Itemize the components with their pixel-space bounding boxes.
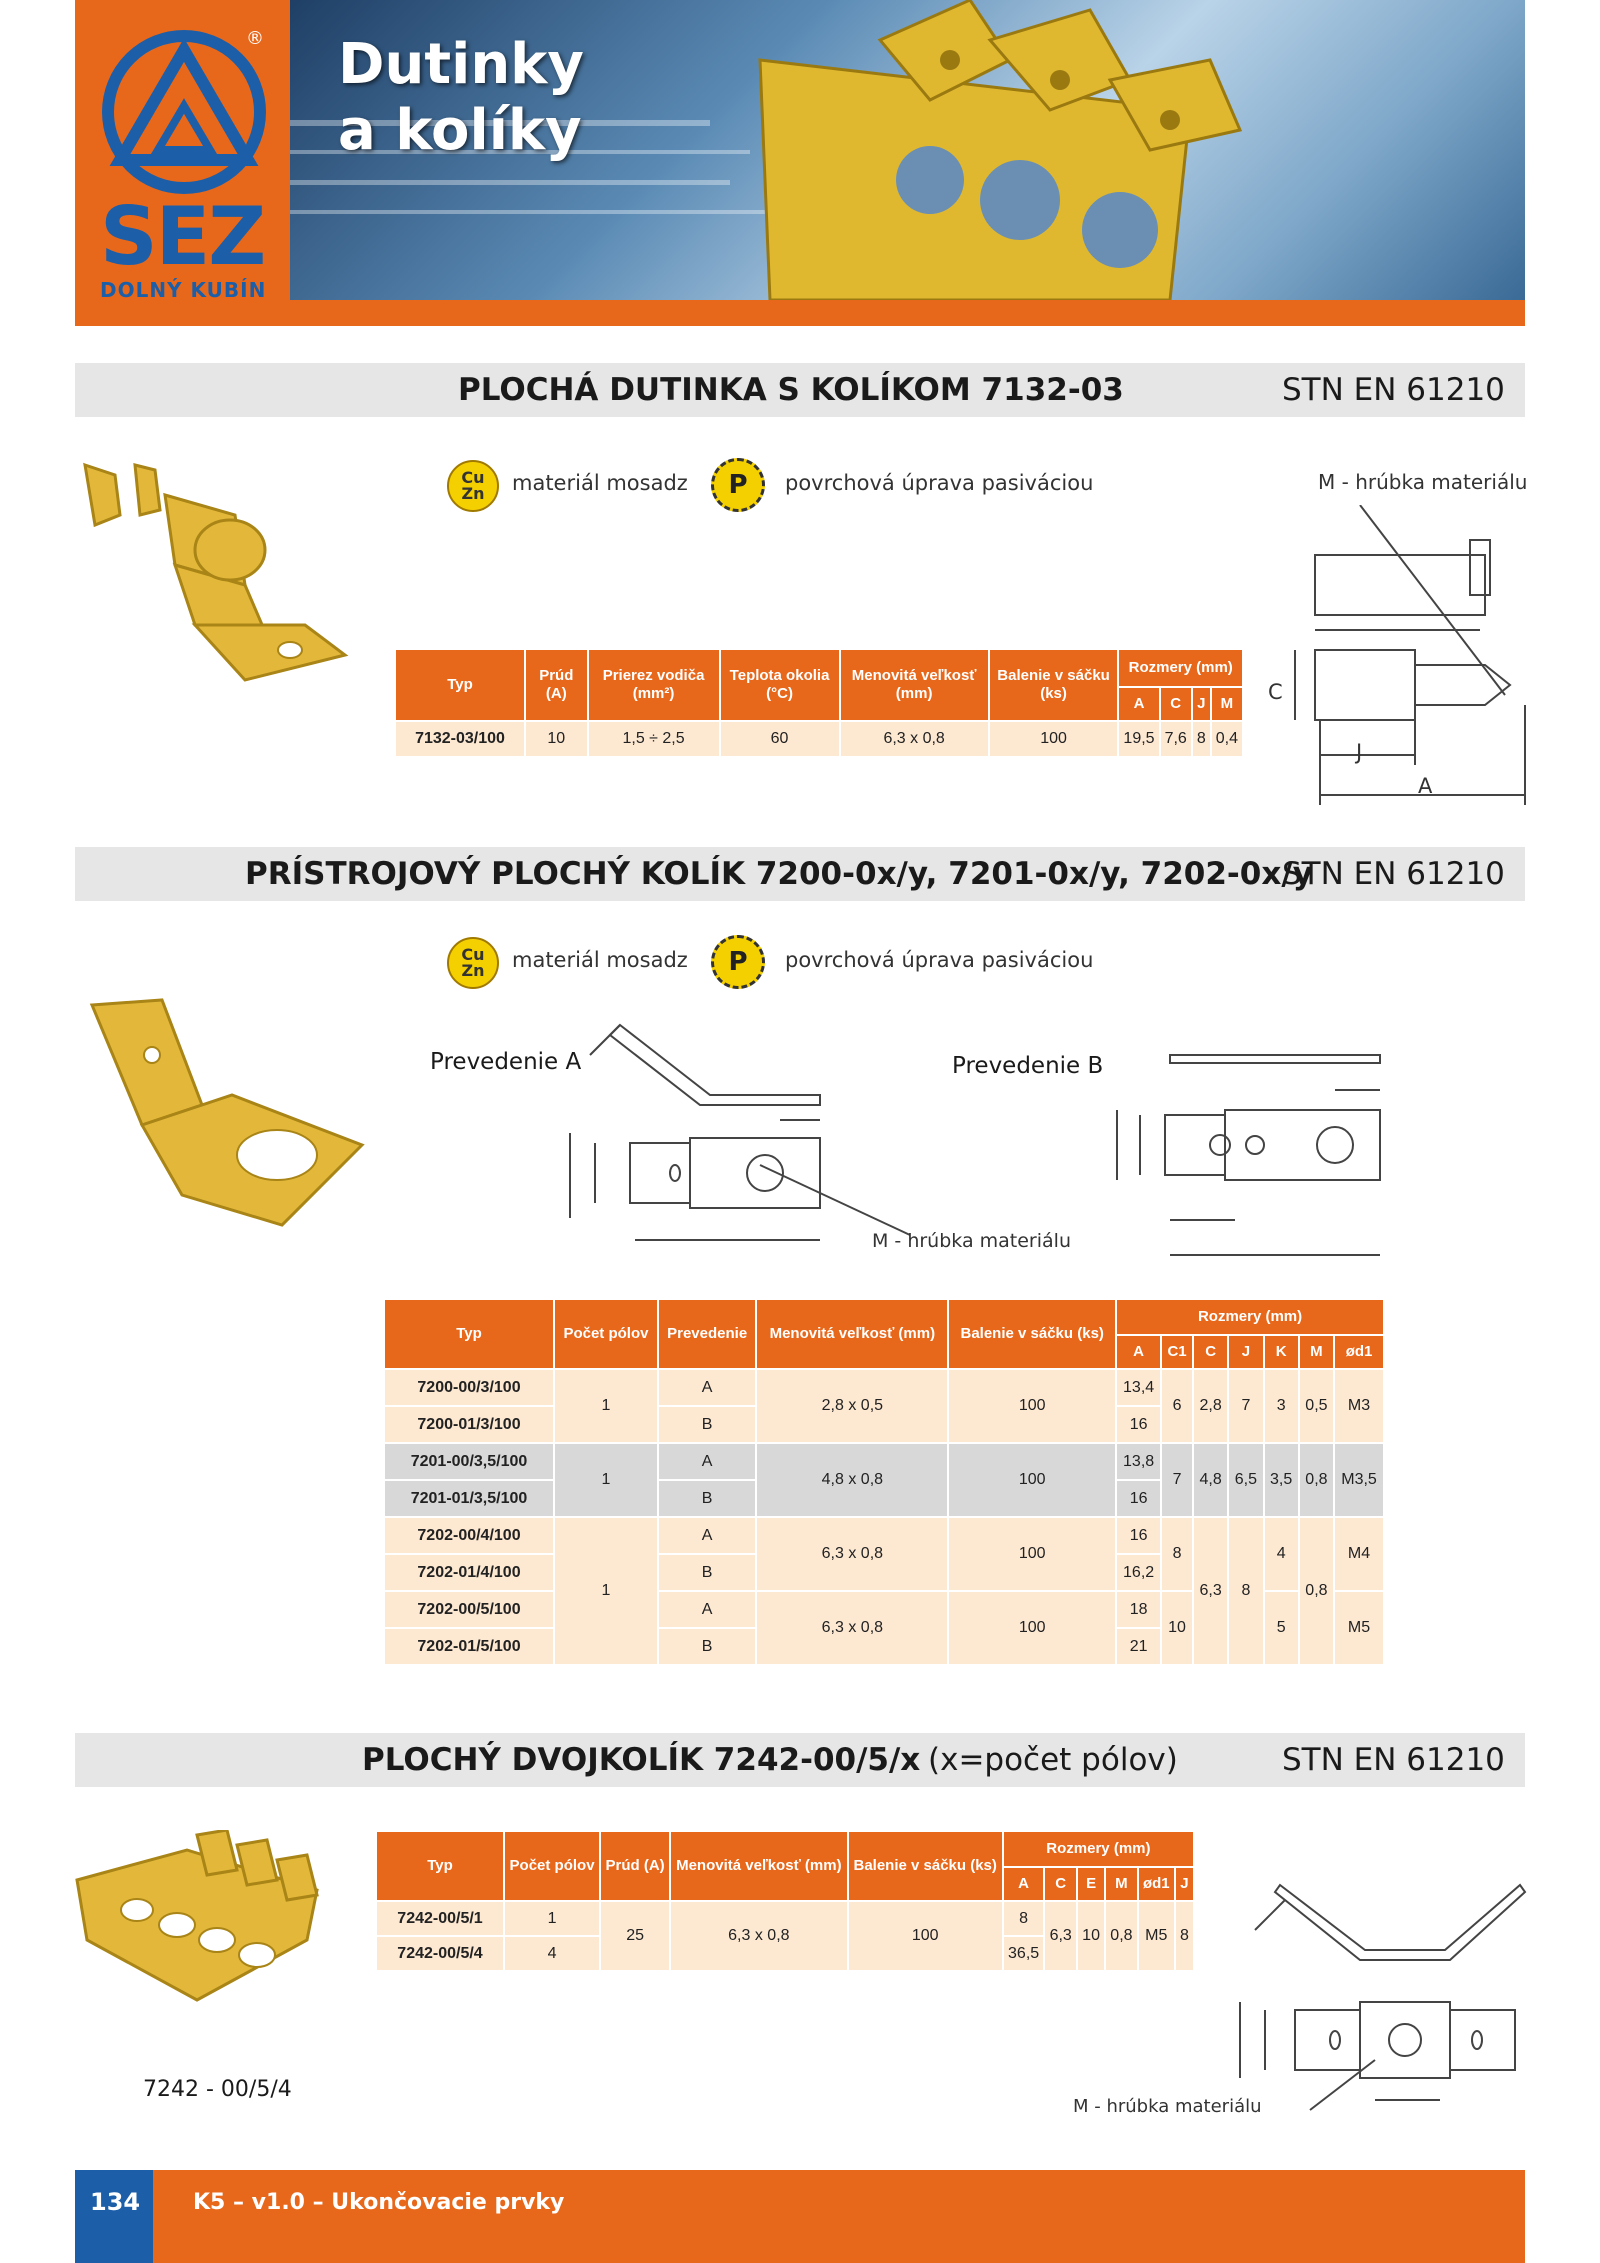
col-menovita: Menovitá veľkosť (mm): [840, 649, 989, 721]
table-row: [384, 1517, 1384, 1554]
drawing3-technical: [1215, 1870, 1530, 2130]
section1-title: PLOCHÁ DUTINKA S KOLÍKOM 7132-03: [458, 372, 1124, 408]
material-label: materiál mosadz: [512, 948, 688, 972]
cell: 7200-01/3/100: [384, 1406, 554, 1443]
section2-standard: STN EN 61210: [1282, 856, 1505, 892]
surface-label: povrchová úprava pasiváciou: [785, 471, 1094, 495]
cell: 4,8: [1193, 1443, 1228, 1517]
footer-page-box: [75, 2170, 153, 2263]
cell: 0,8: [1299, 1443, 1334, 1517]
cell: 6,3 x 0,8: [756, 1517, 948, 1591]
section2-title: PRÍSTROJOVÝ PLOCHÝ KOLÍK 7200-0x/y, 7201-0x/y, 7202-0x/y: [245, 856, 1313, 892]
section3-table: [375, 1830, 1195, 1972]
col-typ: Typ: [395, 649, 525, 721]
footer-text: K5 – v1.0 – Ukončovacie prvky: [193, 2190, 565, 2215]
col-typ: Typ: [376, 1831, 504, 1901]
col-dim-c1: C1: [1161, 1335, 1193, 1369]
col-typ: Typ: [384, 1299, 554, 1369]
section3-standard: STN EN 61210: [1282, 1742, 1505, 1778]
cell: 3: [1264, 1369, 1299, 1443]
cell: 7202-01/5/100: [384, 1628, 554, 1665]
section1-table: [394, 648, 1244, 758]
cell: 8: [1003, 1901, 1045, 1936]
page-number: 134: [90, 2188, 141, 2216]
cell: 2,8 x 0,5: [756, 1369, 948, 1443]
col-dim-m: M: [1211, 687, 1243, 721]
cell: 1: [554, 1369, 658, 1443]
cell: B: [658, 1554, 756, 1591]
drawing1-a-label: A: [1418, 774, 1433, 798]
cell: B: [658, 1406, 756, 1443]
col-menovita: Menovitá veľkosť (mm): [756, 1299, 948, 1369]
cell: 19,5: [1118, 721, 1159, 757]
banner-title: [338, 32, 584, 164]
col-dim-k: K: [1264, 1335, 1299, 1369]
col-dim-m: M: [1299, 1335, 1334, 1369]
section1-standard: STN EN 61210: [1282, 372, 1505, 408]
cell: 10: [1161, 1591, 1193, 1665]
cell: 0,5: [1299, 1369, 1334, 1443]
cell: B: [658, 1628, 756, 1665]
section3-title-note: (x=počet pólov): [928, 1742, 1178, 1778]
cell: 1: [504, 1901, 600, 1936]
table-row: [384, 1369, 1384, 1406]
col-dim-c: C: [1044, 1867, 1077, 1901]
section2-table: [383, 1298, 1385, 1666]
surface-p-badge: P: [711, 935, 765, 989]
col-prierez: Prierez vodiča (mm²): [588, 649, 720, 721]
section2-product-image: [82, 995, 374, 1245]
banner-stripe: [290, 300, 1525, 326]
surface-label: povrchová úprava pasiváciou: [785, 948, 1094, 972]
cell: 6,3 x 0,8: [840, 721, 989, 757]
surface-p-badge: P: [711, 458, 765, 512]
cell: 8: [1175, 1901, 1194, 1971]
col-dim-a: A: [1116, 1335, 1161, 1369]
col-pocet-polov: Počet pólov: [504, 1831, 600, 1901]
cell: 18: [1116, 1591, 1161, 1628]
col-dim-j: J: [1175, 1867, 1194, 1901]
cell: 13,8: [1116, 1443, 1161, 1480]
drawing2-m-label: M - hrúbka materiálu: [872, 1230, 1071, 1252]
cell: 6,3 x 0,8: [756, 1591, 948, 1665]
cell: 1,5 ÷ 2,5: [588, 721, 720, 757]
cell: 0,8: [1299, 1517, 1334, 1665]
cell: 0,4: [1211, 721, 1243, 757]
sez-logo-mark: [100, 28, 268, 196]
col-teplota: Teplota okolia (°C): [720, 649, 840, 721]
col-rozmery: Rozmery (mm): [1003, 1831, 1194, 1867]
cell: 6,5: [1228, 1443, 1263, 1517]
cell: 7202-00/5/100: [384, 1591, 554, 1628]
cell: 7: [1161, 1443, 1193, 1517]
col-rozmery: Rozmery (mm): [1118, 649, 1243, 687]
logo-text: SEZ: [100, 190, 265, 283]
col-dim-c: C: [1160, 687, 1192, 721]
col-rozmery: Rozmery (mm): [1116, 1299, 1384, 1335]
cell: 7201-00/3,5/100: [384, 1443, 554, 1480]
cell: 100: [948, 1517, 1116, 1591]
cell: 5: [1264, 1591, 1299, 1665]
cell: 4,8 x 0,8: [756, 1443, 948, 1517]
cell: 8: [1192, 721, 1211, 757]
section1-product-image: [75, 455, 365, 700]
cell: 21: [1116, 1628, 1161, 1665]
cell: 100: [848, 1901, 1003, 1971]
variant-b-label: Prevedenie B: [952, 1053, 1104, 1079]
registered-mark: ®: [246, 28, 264, 49]
col-pocet-polov: Počet pólov: [554, 1299, 658, 1369]
cell: 16: [1116, 1480, 1161, 1517]
cell: 7242-00/5/1: [376, 1901, 504, 1936]
logo-subtitle: DOLNÝ KUBÍN: [100, 278, 267, 302]
drawing1-m-label: M - hrúbka materiálu: [1318, 470, 1528, 494]
cell: 4: [504, 1936, 600, 1971]
cell: 7242-00/5/4: [376, 1936, 504, 1971]
col-prud: Prúd (A): [525, 649, 588, 721]
col-dim-e: E: [1077, 1867, 1105, 1901]
cell: M5: [1334, 1591, 1384, 1665]
col-dim-d1: ød1: [1138, 1867, 1175, 1901]
cell: 6,3: [1044, 1901, 1077, 1971]
cell: A: [658, 1591, 756, 1628]
col-balenie: Balenie v sáčku (ks): [848, 1831, 1003, 1901]
cell: 8: [1228, 1517, 1263, 1665]
banner-title-line1: Dutinky: [338, 32, 584, 97]
cell: 7201-01/3,5/100: [384, 1480, 554, 1517]
cell: 1: [554, 1517, 658, 1665]
col-dim-j: J: [1192, 687, 1211, 721]
cell: 8: [1161, 1517, 1193, 1591]
col-dim-a: A: [1003, 1867, 1045, 1901]
col-prevedenie: Prevedenie: [658, 1299, 756, 1369]
cell: 0,8: [1105, 1901, 1138, 1971]
cell: M3: [1334, 1369, 1384, 1443]
drawing1-j-label: J: [1356, 740, 1363, 764]
col-dim-d1: ød1: [1334, 1335, 1384, 1369]
cell: 16: [1116, 1517, 1161, 1554]
material-cuzn-badge: Cu Zn: [447, 937, 499, 989]
cell: 13,4: [1116, 1369, 1161, 1406]
drawing1-technical: [1265, 505, 1530, 805]
cell: 7,6: [1160, 721, 1192, 757]
col-balenie: Balenie v sáčku (ks): [989, 649, 1119, 721]
cell: 60: [720, 721, 840, 757]
col-menovita: Menovitá veľkosť (mm): [670, 1831, 848, 1901]
cell: 36,5: [1003, 1936, 1045, 1971]
section3-image-caption: 7242 - 00/5/4: [143, 2077, 292, 2102]
cell: 7200-00/3/100: [384, 1369, 554, 1406]
cell: 2,8: [1193, 1369, 1228, 1443]
variant-a-label: Prevedenie A: [430, 1049, 582, 1075]
col-dim-c: C: [1193, 1335, 1228, 1369]
cell: 4: [1264, 1517, 1299, 1591]
cell: 16: [1116, 1406, 1161, 1443]
material-label: materiál mosadz: [512, 471, 688, 495]
col-dim-a: A: [1118, 687, 1159, 721]
cell: M5: [1138, 1901, 1175, 1971]
cell: A: [658, 1369, 756, 1406]
cell: B: [658, 1480, 756, 1517]
cell: 100: [948, 1369, 1116, 1443]
cell: 7202-00/4/100: [384, 1517, 554, 1554]
col-prud: Prúd (A): [600, 1831, 670, 1901]
cell: 10: [1077, 1901, 1105, 1971]
drawing2a-technical: [550, 1015, 920, 1260]
cell: 7132-03/100: [395, 721, 525, 757]
cell: 100: [948, 1443, 1116, 1517]
cell: 6,3 x 0,8: [670, 1901, 848, 1971]
cell: 25: [600, 1901, 670, 1971]
footer-bar: [75, 2170, 1525, 2263]
cell: 6,3: [1193, 1517, 1228, 1665]
col-dim-m: M: [1105, 1867, 1138, 1901]
drawing3-m-label: M - hrúbka materiálu: [1073, 2096, 1262, 2117]
cell: 1: [554, 1443, 658, 1517]
material-cuzn-badge: Cu Zn: [447, 460, 499, 512]
cell: 7202-01/4/100: [384, 1554, 554, 1591]
table-row: [395, 721, 1243, 757]
cell: 3,5: [1264, 1443, 1299, 1517]
section3-title: PLOCHÝ DVOJKOLÍK 7242-00/5/x: [362, 1742, 921, 1778]
cell: M3,5: [1334, 1443, 1384, 1517]
cell: M4: [1334, 1517, 1384, 1591]
col-balenie: Balenie v sáčku (ks): [948, 1299, 1116, 1369]
cell: A: [658, 1443, 756, 1480]
cell: 16,2: [1116, 1554, 1161, 1591]
cell: A: [658, 1517, 756, 1554]
cell: 100: [948, 1591, 1116, 1665]
banner-title-line2: a kolíky: [338, 98, 582, 163]
drawing1-c-label: C: [1268, 680, 1283, 704]
col-dim-j: J: [1228, 1335, 1263, 1369]
cell: 100: [989, 721, 1119, 757]
cell: 7: [1228, 1369, 1263, 1443]
table-row: [376, 1901, 1194, 1936]
drawing2b-technical: [1105, 1045, 1385, 1265]
cell: 10: [525, 721, 588, 757]
section3-product-image: [67, 1830, 332, 2020]
cell: 6: [1161, 1369, 1193, 1443]
table-row: [384, 1443, 1384, 1480]
